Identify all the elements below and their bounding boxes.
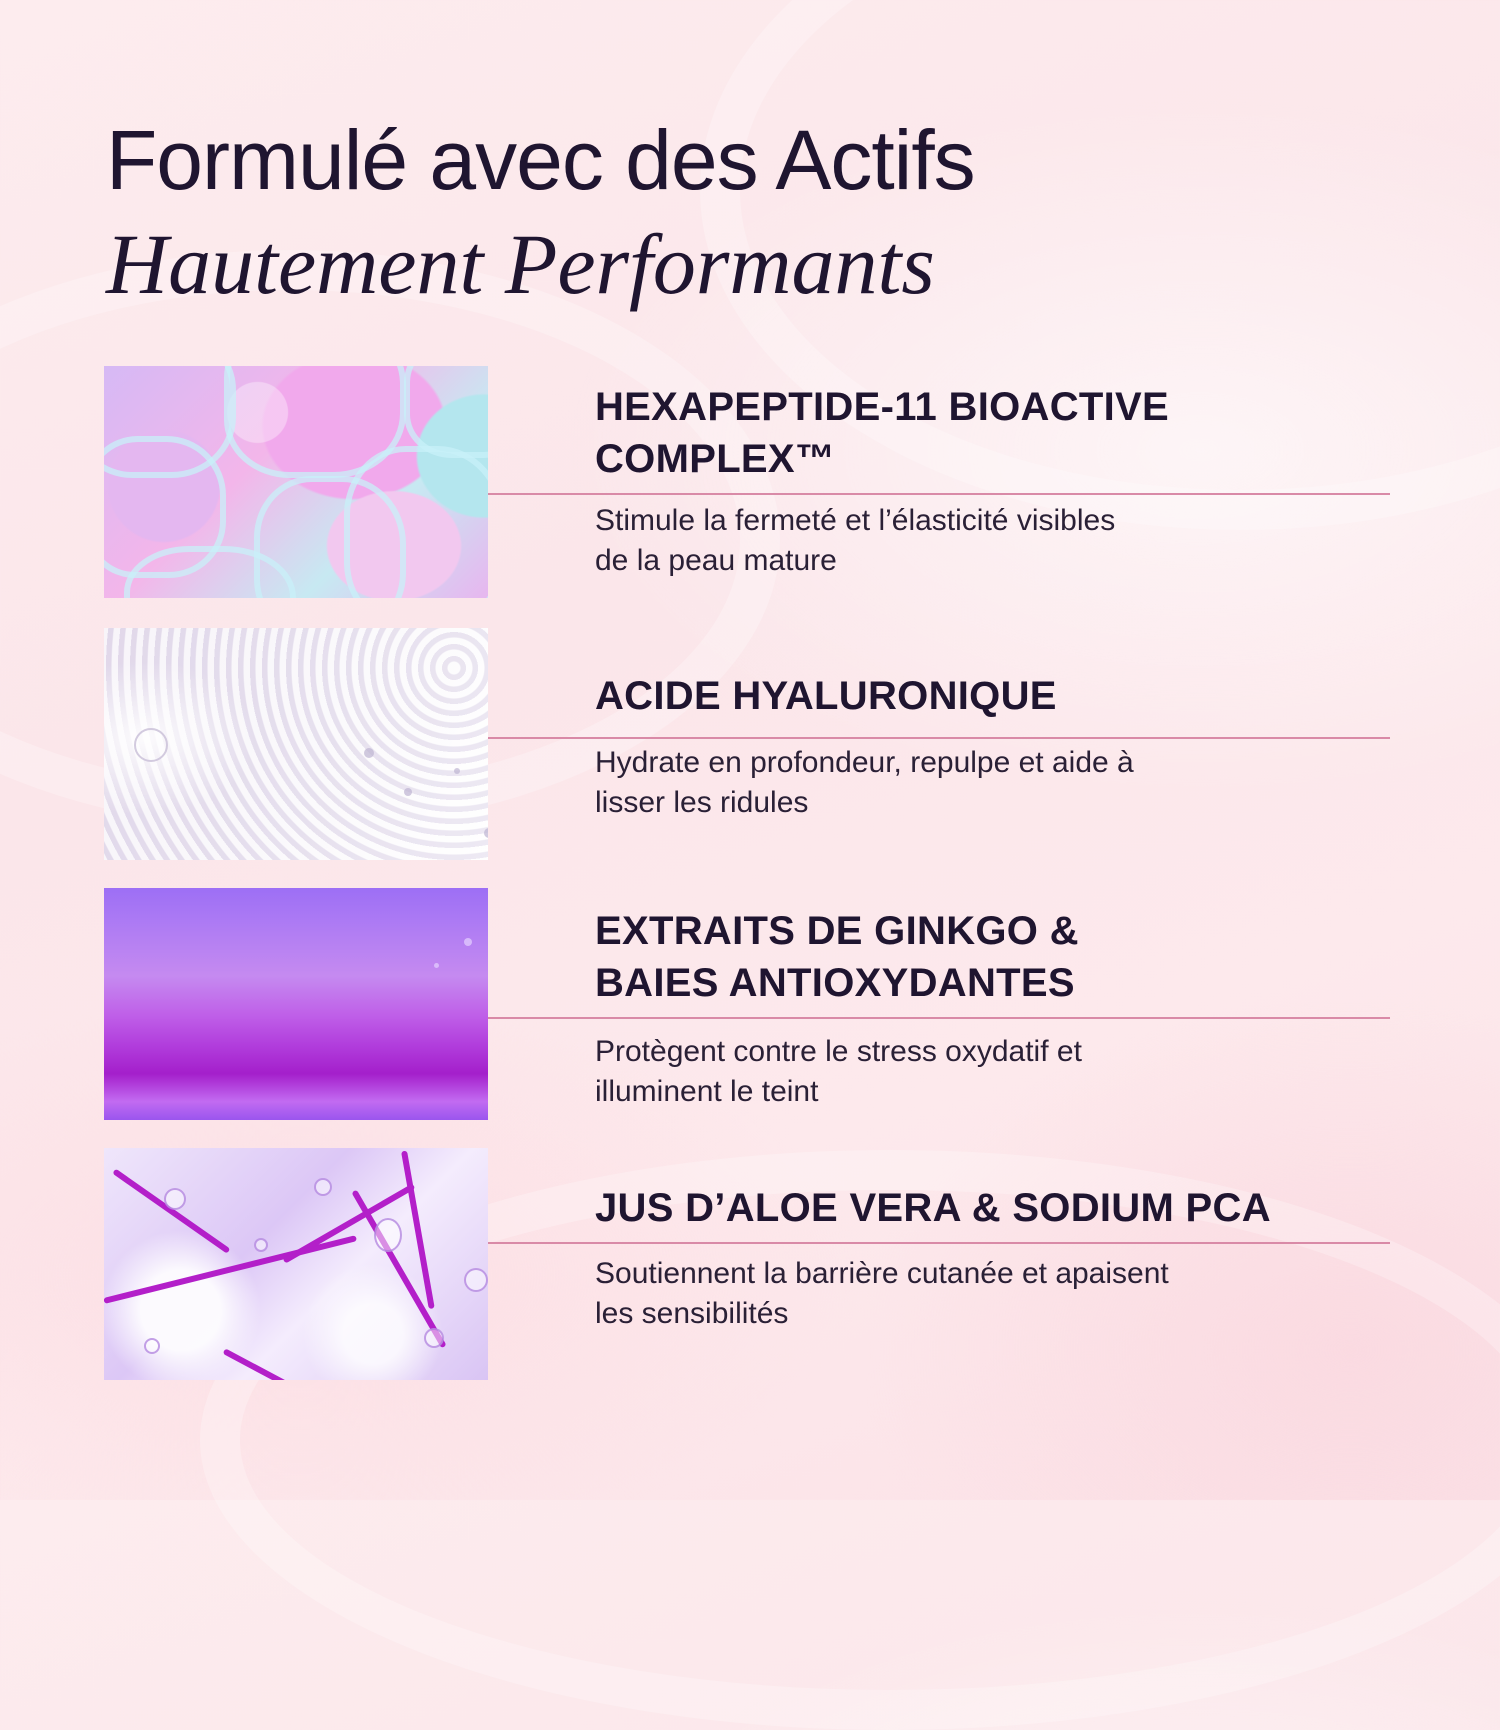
ingredient-divider — [488, 737, 1390, 739]
aloe-gel-image — [104, 1148, 488, 1380]
ingredient-heading: JUS D’ALOE VERA & SODIUM PCA — [595, 1186, 1271, 1230]
ingredient-heading: ACIDE HYALURONIQUE — [595, 674, 1057, 718]
ingredient-divider — [488, 1242, 1390, 1244]
ingredient-description: Stimule la fermeté et l’élasticité visibles de la peau mature — [595, 504, 1116, 577]
ingredient-divider — [488, 493, 1390, 495]
page-title: Formulé avec des Actifs — [106, 113, 975, 207]
ingredient-description: Soutiennent la barrière cutanée et apaisent les sensibilités — [595, 1257, 1169, 1330]
peptide-bubbles-image — [104, 366, 488, 598]
ingredient-heading: HEXAPEPTIDE-11 BIOACTIVE COMPLEX™ — [595, 385, 1169, 481]
ingredient-divider — [488, 1017, 1390, 1019]
ingredient-heading: EXTRAITS DE GINKGO & BAIES ANTIOXYDANTES — [595, 909, 1079, 1005]
hyaluronic-water-image — [104, 628, 488, 860]
ingredient-description: Protègent contre le stress oxydatif et illuminent le teint — [595, 1035, 1082, 1108]
ginkgo-extract-image — [104, 888, 488, 1120]
page-subtitle: Hautement Performants — [106, 216, 935, 312]
ingredient-description: Hydrate en profondeur, repulpe et aide à lisser les ridules — [595, 746, 1134, 819]
